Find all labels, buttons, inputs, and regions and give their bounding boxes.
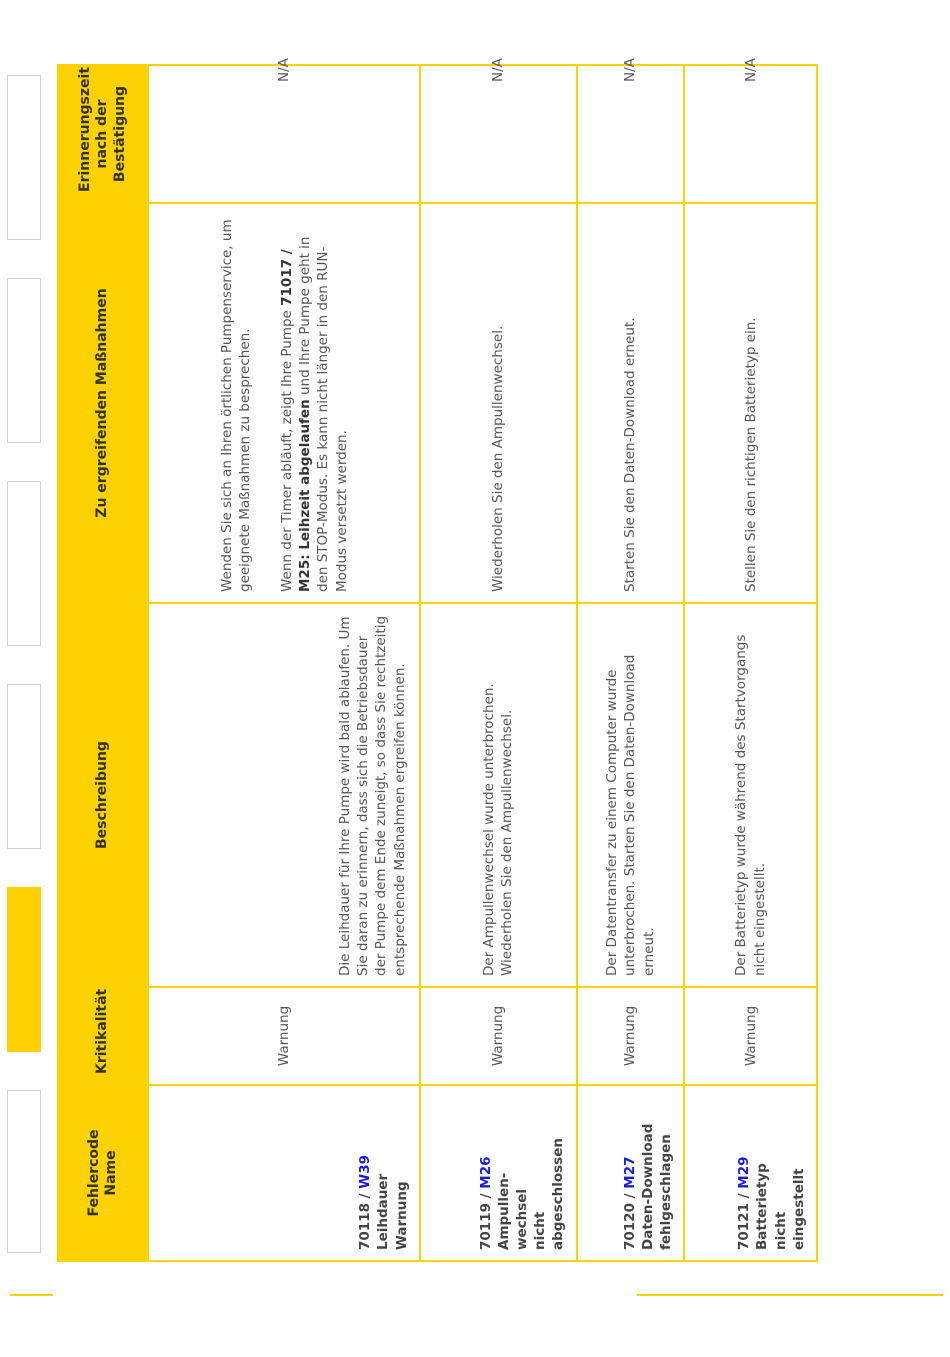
error-code-cell: 70121 / M29 Batterietyp nicht eingestellt bbox=[684, 1085, 817, 1261]
action-cell: Wiederholen Sie den Ampullenwechsel. bbox=[420, 203, 577, 603]
action-cell: Starten Sie den Daten-Download erneut. bbox=[577, 203, 685, 603]
tab-5[interactable] bbox=[7, 278, 41, 443]
header-reminder: Erinnerungszeit nach der Bestätigung bbox=[58, 65, 148, 203]
tab-1[interactable] bbox=[7, 1090, 41, 1253]
description-cell: Der Ampullenwechsel wurde unterbrochen. Wiederholen Sie den Ampullenwechsel. bbox=[420, 603, 577, 987]
table-row bbox=[420, 65, 577, 1261]
criticality-cell: Warnung bbox=[148, 987, 419, 1085]
reminder-cell: N/A bbox=[420, 65, 577, 203]
table-row bbox=[148, 65, 419, 1261]
tab-6[interactable] bbox=[7, 75, 41, 240]
error-code-link[interactable]: M27 bbox=[621, 1156, 638, 1189]
header-description: Beschreibung bbox=[58, 603, 148, 987]
error-code-cell: 70119 / M26 Ampullen- wechsel nicht abgeschlossen bbox=[420, 1085, 577, 1261]
error-code-table bbox=[57, 58, 818, 1262]
error-code-link[interactable]: M26 bbox=[477, 1156, 494, 1189]
description-cell: Der Datentransfer zu einem Computer wurde unterbrochen. Starten Sie den Daten-Download erneut. bbox=[577, 603, 685, 987]
tab-2[interactable] bbox=[7, 887, 41, 1052]
table-header-row bbox=[58, 65, 148, 1261]
header-action: Zu ergreifenden Maßnahmen bbox=[58, 203, 148, 603]
description-cell: Der Batterietyp wurde während des Startvorgangs nicht eingestellt. bbox=[684, 603, 817, 987]
error-code-cell: 70120 / M27 Daten-Download fehlgeschlagen bbox=[577, 1085, 685, 1261]
table-row bbox=[684, 65, 817, 1261]
action-cell: Wenden Sie sich an Ihren örtlichen Pumpenservice, um geeignete Maßnahmen zu besprechen. Wenn der Timer abläuft, zeigt Ihre Pumpe 71017 / M25: Leihzeit abgelaufen und Ihre Pumpe geht in den STOP-Modus. Es kann nicht länger in den RUN-Modus versetzt werden. bbox=[148, 203, 419, 603]
criticality-cell: Warnung bbox=[577, 987, 685, 1085]
criticality-cell: Warnung bbox=[420, 987, 577, 1085]
footer-rule-right bbox=[637, 1294, 943, 1296]
criticality-cell: Warnung bbox=[684, 987, 817, 1085]
reminder-cell: N/A bbox=[577, 65, 685, 203]
description-cell: Die Leihdauer für Ihre Pumpe wird bald ablaufen. Um Sie daran zu erinnern, dass sich die Betriebsdauer der Pumpe dem Ende zuneigt, so dass Sie rechtzeitig entsprechende Maßnahmen ergreifen können. bbox=[148, 603, 419, 987]
table-row bbox=[577, 65, 685, 1261]
action-cell: Stellen Sie den richtigen Batterietyp ein. bbox=[684, 203, 817, 603]
error-code-link[interactable]: M29 bbox=[736, 1156, 753, 1189]
reminder-cell: N/A bbox=[684, 65, 817, 203]
footer-rule-left bbox=[10, 1294, 53, 1296]
error-code-link[interactable]: W39 bbox=[357, 1155, 374, 1189]
error-code-cell: 70118 / W39 Leihdauer Warnung bbox=[148, 1085, 419, 1261]
reminder-cell: N/A bbox=[148, 65, 419, 203]
tab-4[interactable] bbox=[7, 481, 41, 646]
error-table-rotated bbox=[57, 58, 818, 1262]
tab-3[interactable] bbox=[7, 684, 41, 849]
header-code: Fehlercode Name bbox=[58, 1085, 148, 1261]
header-criticality: Kritikalität bbox=[58, 987, 148, 1085]
